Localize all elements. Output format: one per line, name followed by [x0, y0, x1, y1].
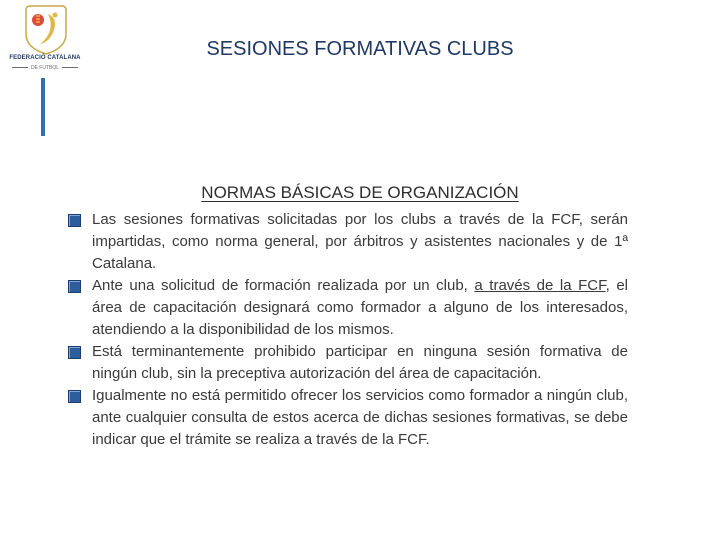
list-item-text-start: Ante una solicitud de formación realizada por un club,	[92, 277, 475, 294]
list-item-text: Está terminantemente prohibido participar en ninguna sesión formativa de ningún club, sin la preceptiva autorización del área de capacitación.	[92, 343, 628, 382]
rules-list	[68, 209, 628, 451]
list-item-text-underlined: a través de la FCF	[474, 277, 606, 294]
list-item-text-end: , el área de capacitación designará como formador a alguno de los interesados, atendiendo a la disponibilidad de los mismos.	[92, 277, 628, 338]
checkbox-bullet-icon	[68, 280, 81, 293]
logo-name: FEDERACIÓ CATALANA	[9, 55, 81, 61]
checkbox-bullet-icon	[68, 390, 81, 403]
page-title: SESIONES FORMATIVAS CLUBS	[206, 38, 514, 60]
federation-logo	[8, 4, 82, 74]
accent-bar	[41, 78, 45, 136]
list-item	[68, 275, 628, 341]
section-heading: NORMAS BÁSICAS DE ORGANIZACIÓN	[201, 183, 519, 202]
checkbox-bullet-icon	[68, 346, 81, 359]
logo-subtitle: DE FUTBOL	[8, 65, 82, 71]
logo-shield-icon	[8, 4, 82, 56]
checkbox-bullet-icon	[68, 214, 81, 227]
list-item-text: Las sesiones formativas solicitadas por los clubs a través de la FCF, serán impartidas, como norma general, por árbitros y asistentes nacionales y de 1ª Catalana.	[92, 211, 628, 272]
list-item	[68, 341, 628, 385]
list-item	[68, 209, 628, 275]
list-item-text: Igualmente no está permitido ofrecer los servicios como formador a ningún club, ante cualquier consulta de estos acerca de dichas sesiones formativas, se debe indicar que el trámite se realiza a través de la FCF.	[92, 387, 628, 448]
list-item	[68, 385, 628, 451]
